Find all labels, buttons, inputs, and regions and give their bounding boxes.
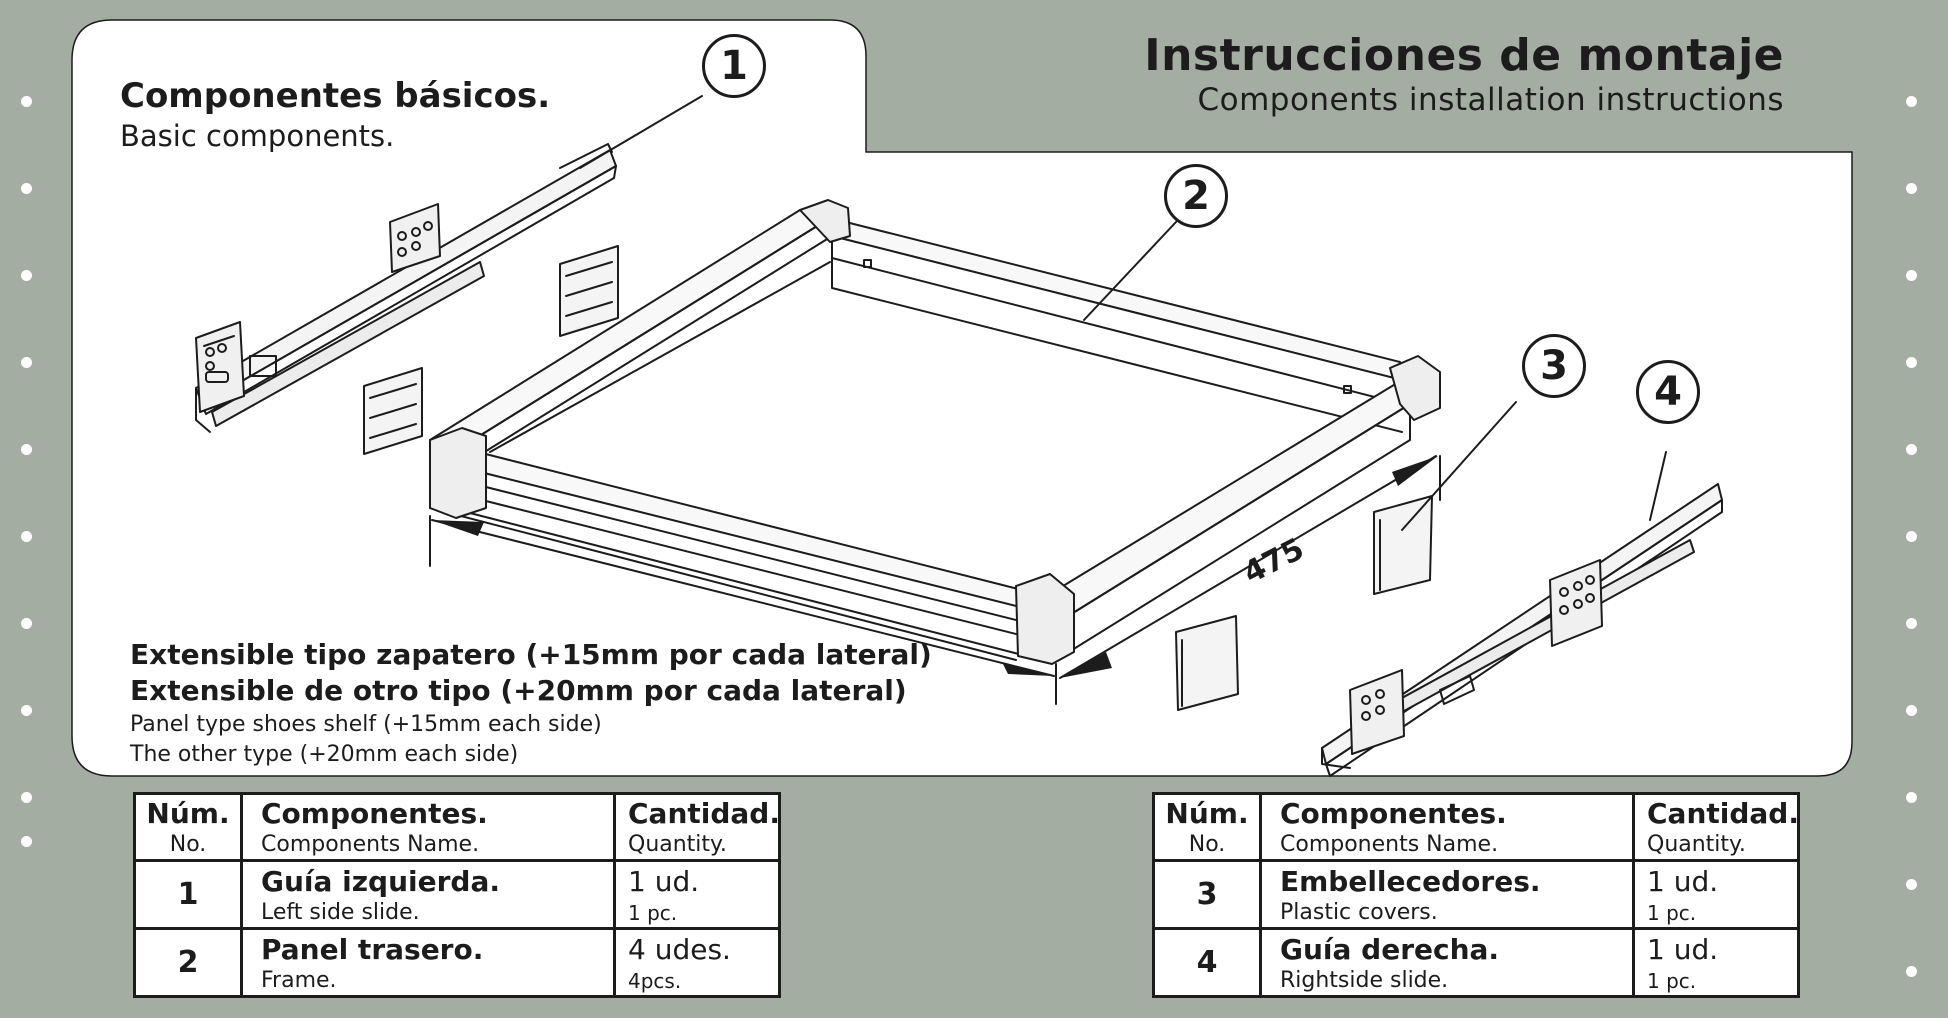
part-qty-en: 1 pc. xyxy=(1647,969,1697,993)
part-name-en: Plastic covers. xyxy=(1280,900,1438,925)
part-quantity xyxy=(1634,929,1799,997)
callout-2: 2 xyxy=(1164,164,1228,228)
header-quantity xyxy=(615,794,780,861)
note-en-shoes: Panel type shoes shelf (+15mm each side) xyxy=(130,712,602,737)
part-quantity xyxy=(615,861,780,929)
note-es-shoes: Extensible tipo zapatero (+15mm por cada lateral) xyxy=(130,638,932,671)
part-quantity xyxy=(615,929,780,997)
part-qty-en: 1 pc. xyxy=(628,901,678,925)
table-row xyxy=(1154,861,1799,929)
header-num-en: No. xyxy=(169,832,207,857)
header-qty-es: Cantidad. xyxy=(1647,797,1799,830)
part-qty-es: 1 ud. xyxy=(1647,933,1719,966)
header-component xyxy=(242,794,615,861)
header-qty-es: Cantidad. xyxy=(628,797,780,830)
part-name xyxy=(1261,929,1634,997)
part-name-en: Frame. xyxy=(261,968,337,993)
table-row xyxy=(135,861,780,929)
callout-4: 4 xyxy=(1636,360,1700,424)
part-number: 2 xyxy=(135,929,242,997)
header-component xyxy=(1261,794,1634,861)
table-header-row xyxy=(135,794,780,861)
dimension-label: 475 xyxy=(1238,531,1310,592)
part-name-es: Panel trasero. xyxy=(261,933,484,966)
page-subtitle: Components installation instructions xyxy=(1197,82,1784,118)
table-row xyxy=(1154,929,1799,997)
table-header-row xyxy=(1154,794,1799,861)
callout-1: 1 xyxy=(702,34,766,98)
part-name-es: Guía izquierda. xyxy=(261,865,500,898)
part-name-es: Guía derecha. xyxy=(1280,933,1500,966)
parts-table-left xyxy=(133,792,781,998)
header-num xyxy=(1154,794,1261,861)
parts-table-right xyxy=(1152,792,1800,998)
header-qty-en: Quantity. xyxy=(628,832,727,857)
part-quantity xyxy=(1634,861,1799,929)
header-comp-en: Components Name. xyxy=(261,832,480,857)
header-comp-en: Components Name. xyxy=(1280,832,1499,857)
header-qty-en: Quantity. xyxy=(1647,832,1746,857)
part-qty-es: 1 ud. xyxy=(628,865,700,898)
part-qty-es: 1 ud. xyxy=(1647,865,1719,898)
part-name-es: Embellecedores. xyxy=(1280,865,1541,898)
part-qty-en: 4pcs. xyxy=(628,969,682,993)
part-name xyxy=(242,861,615,929)
basic-components-subtitle: Basic components. xyxy=(120,119,395,153)
header-comp-es: Componentes. xyxy=(261,797,488,830)
header-num-en: No. xyxy=(1188,832,1226,857)
part-name-en: Rightside slide. xyxy=(1280,968,1449,993)
header-num xyxy=(135,794,242,861)
part-number: 3 xyxy=(1154,861,1261,929)
basic-components-title: Componentes básicos. xyxy=(120,76,551,116)
callout-3: 3 xyxy=(1522,334,1586,398)
note-es-other: Extensible de otro tipo (+20mm por cada lateral) xyxy=(130,674,907,707)
part-name xyxy=(242,929,615,997)
header-num-es: Núm. xyxy=(1165,797,1249,830)
page-title: Instrucciones de montaje xyxy=(1144,30,1784,81)
part-name-en: Left side slide. xyxy=(261,900,420,925)
part-number: 4 xyxy=(1154,929,1261,997)
table-row xyxy=(135,929,780,997)
part-qty-en: 1 pc. xyxy=(1647,901,1697,925)
header-quantity xyxy=(1634,794,1799,861)
part-name xyxy=(1261,861,1634,929)
header-num-es: Núm. xyxy=(146,797,230,830)
header-comp-es: Componentes. xyxy=(1280,797,1507,830)
note-en-other: The other type (+20mm each side) xyxy=(130,742,519,767)
part-number: 1 xyxy=(135,861,242,929)
part-qty-es: 4 udes. xyxy=(628,933,731,966)
